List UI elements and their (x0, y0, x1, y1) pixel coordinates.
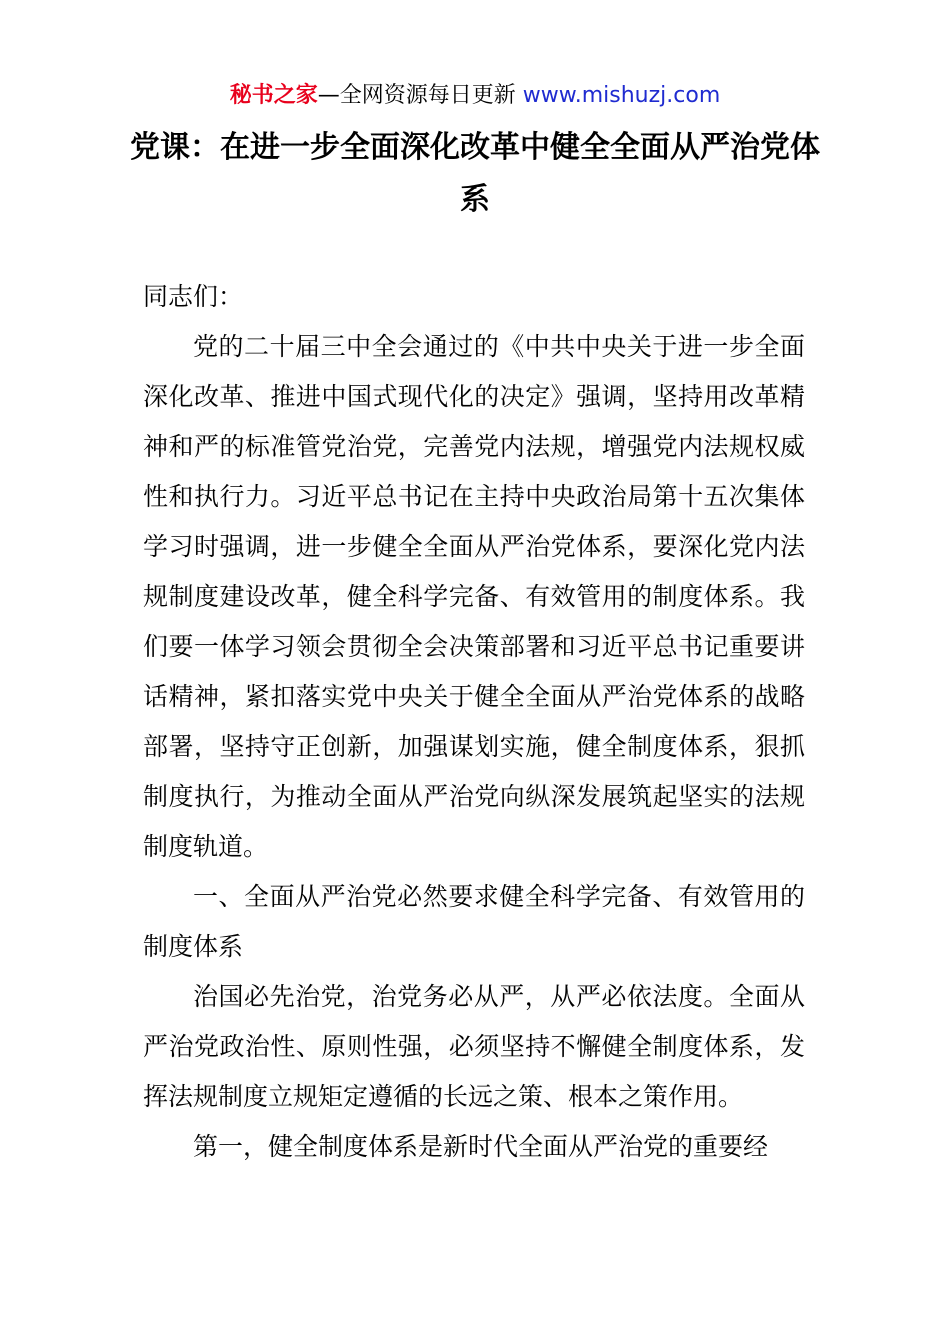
paragraph-point-1: 第一，健全制度体系是新时代全面从严治党的重要经 (193, 1132, 769, 1161)
site-url-link[interactable]: www.mishuzj.com (522, 83, 721, 108)
paragraph-section-1: 治国必先治党，治党务必从严，从严必依法度。全面从严治党政治性、原则性强，必须坚持不懈健全制度体系，发挥法规制度立规矩定遵循的长远之策、根本之策作用。 (143, 982, 805, 1111)
paragraph-intro: 党的二十届三中全会通过的《中共中央关于进一步全面深化改革、推进中国式现代化的决定》强调，坚持用改革精神和严的标准管党治党，完善党内法规，增强党内法规权威性和执行力。习近平总书记在主持中央政治局第十五次集体学习时强调，进一步健全全面从严治党体系，要深化党内法规制度建设改革，健全科学完备、有效管用的制度体系。我们要一体学习领会贯彻全会决策部署和习近平总书记重要讲话精神，紧扣落实党中央关于健全全面从严治党体系的战略部署，坚持守正创新，加强谋划实施，健全制度体系，狠抓制度执行，为推动全面从严治党向纵深发展筑起坚实的法规制度轨道。 (143, 332, 805, 861)
site-brand: 秘书之家 (229, 83, 318, 108)
section-heading-1: 一、全面从严治党必然要求健全科学完备、有效管用的制度体系 (143, 882, 805, 961)
salutation: 同志们： (143, 282, 244, 311)
document-title: 党课：在进一步全面深化改革中健全全面从严治党体系 (130, 130, 820, 217)
site-slogan: —全网资源每日更新 (317, 83, 516, 108)
document-body (143, 272, 805, 1172)
site-header (0, 80, 950, 112)
